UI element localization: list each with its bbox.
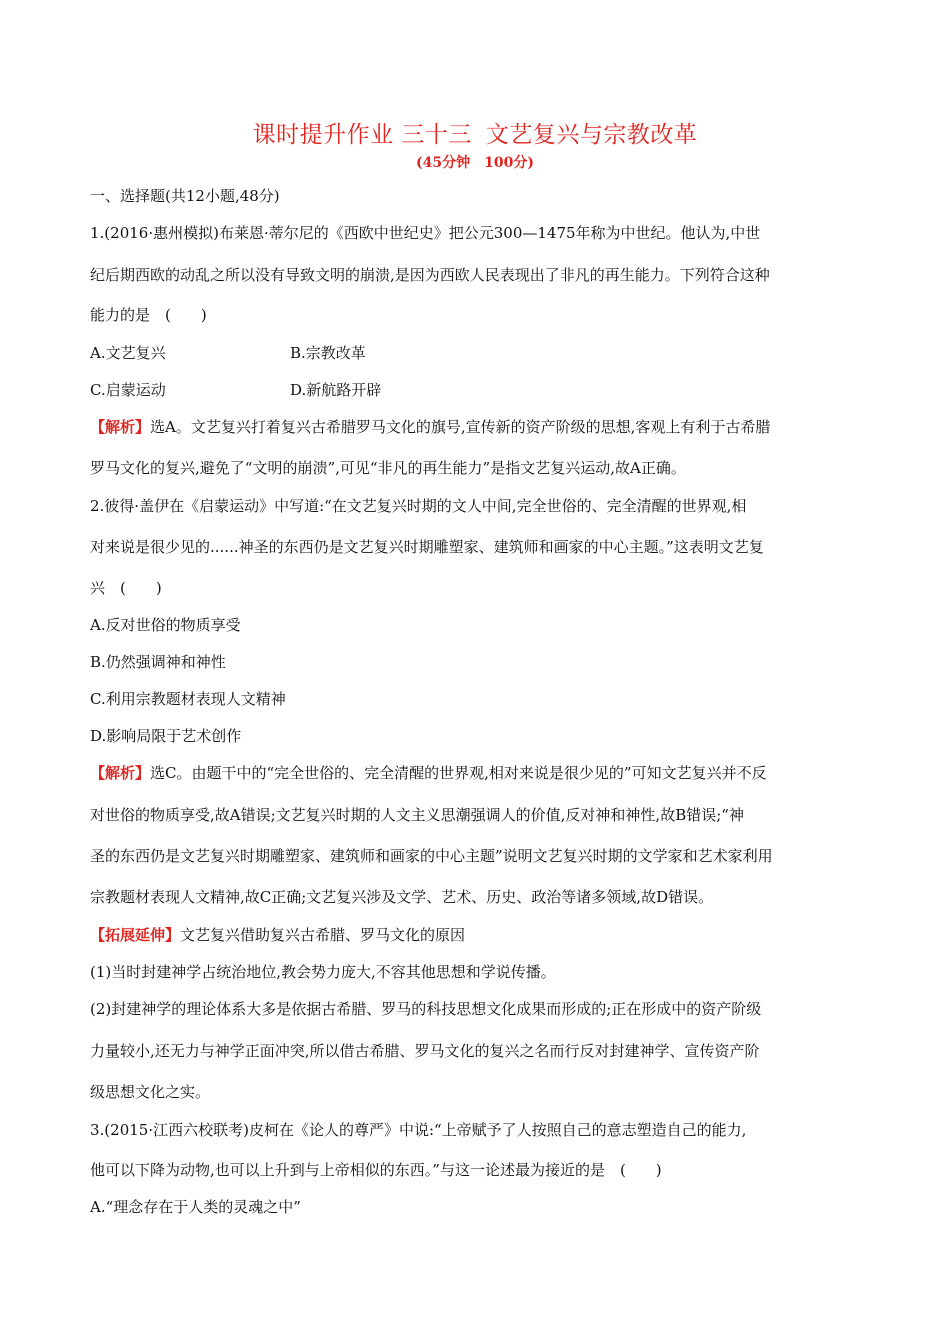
q3-option-a: A.“理念存在于人类的灵魂之中” xyxy=(90,1198,301,1216)
page-subtitle: (45分钟 100分) xyxy=(416,155,534,171)
q2-extension-line: (2)封建神学的理论体系大多是依据古希腊、罗马的科技思想文化成果而形成的;正在形成中的资产阶级 xyxy=(90,1000,762,1018)
q2-extension-line: 级思想文化之实。 xyxy=(90,1083,211,1101)
q2-option-a: A.反对世俗的物质享受 xyxy=(90,616,241,634)
q2-analysis-line: 圣的东西仍是文艺复兴时期雕塑家、建筑师和画家的中心主题”说明文艺复兴时期的文学家和艺术家利用 xyxy=(90,847,773,865)
q3-stem-line: 他可以下降为动物,也可以上升到与上帝相似的东西。”与这一论述最为接近的是 ( ) xyxy=(90,1161,662,1179)
q1-option-b: B.宗教改革 xyxy=(290,344,366,362)
title-part-2: 文艺复兴与宗教改革 xyxy=(485,122,698,148)
q2-stem-line: 兴 ( ) xyxy=(90,579,162,597)
q2-option-c: C.利用宗教题材表现人文精神 xyxy=(90,690,286,708)
section-heading: 一、选择题(共12小题,48分) xyxy=(90,187,280,205)
q2-extension-line: (1)当时封建神学占统治地位,教会势力庞大,不容其他思想和学说传播。 xyxy=(90,963,556,981)
extension-tag: 【拓展延伸】 xyxy=(90,926,181,944)
q2-option-d: D.影响局限于艺术创作 xyxy=(90,727,242,745)
q1-option-c: C.启蒙运动 xyxy=(90,381,166,399)
q2-analysis-text: 选C。由题干中的“完全世俗的、完全清醒的世界观,相对来说是很少见的”可知文艺复兴并不反 xyxy=(150,764,767,782)
q1-stem-line: 1.(2016·惠州模拟)布莱恩·蒂尔尼的《西欧中世纪史》把公元300—1475年称为中世纪。他认为,中世 xyxy=(90,224,761,242)
title-part-1: 课时提升作业 三十三 xyxy=(252,122,472,148)
extension-title: 文艺复兴借助复兴古希腊、罗马文化的原因 xyxy=(180,926,466,944)
q2-stem-line: 2.彼得·盖伊在《启蒙运动》中写道:“在文艺复兴时期的文人中间,完全世俗的、完全清醒的世界观,相 xyxy=(90,497,747,515)
q1-stem-line: 能力的是 ( ) xyxy=(90,306,207,324)
q3-stem-line: 3.(2015·江西六校联考)皮柯在《论人的尊严》中说:“上帝赋予了人按照自己的意志塑造自己的能力, xyxy=(90,1121,747,1139)
analysis-tag: 【解析】 xyxy=(90,418,151,436)
q1-option-d: D.新航路开辟 xyxy=(290,381,382,399)
q1-stem-line: 纪后期西欧的动乱之所以没有导致文明的崩溃,是因为西欧人民表现出了非凡的再生能力。下列符合这种 xyxy=(90,266,770,284)
q2-option-b: B.仍然强调神和神性 xyxy=(90,653,226,671)
q1-option-a: A.文艺复兴 xyxy=(90,344,166,362)
q2-analysis-line xyxy=(90,762,870,783)
q2-analysis-line: 对世俗的物质享受,故A错误;文艺复兴时期的人文主义思潮强调人的价值,反对神和神性,故B错误;“神 xyxy=(90,806,744,824)
page-title xyxy=(0,116,950,149)
q1-analysis-text: 选A。文艺复兴打着复兴古希腊罗马文化的旗号,宣传新的资产阶级的思想,客观上有利于古希腊 xyxy=(150,418,771,436)
q2-analysis-line: 宗教题材表现人文精神,故C正确;文艺复兴涉及文学、艺术、历史、政治等诸多领域,故D错误。 xyxy=(90,888,714,906)
analysis-tag: 【解析】 xyxy=(90,764,151,782)
q2-extension-heading xyxy=(90,924,870,945)
q1-analysis-line: 罗马文化的复兴,避免了“文明的崩溃”,可见“非凡的再生能力”是指文艺复兴运动,故A正确。 xyxy=(90,459,686,477)
q2-stem-line: 对来说是很少见的......神圣的东西仍是文艺复兴时期雕塑家、建筑师和画家的中心主题。”这表明文艺复 xyxy=(90,538,764,556)
q2-extension-line: 力量较小,还无力与神学正面冲突,所以借古希腊、罗马文化的复兴之名而行反对封建神学、宣传资产阶 xyxy=(90,1042,760,1060)
q1-analysis-line xyxy=(90,416,870,437)
